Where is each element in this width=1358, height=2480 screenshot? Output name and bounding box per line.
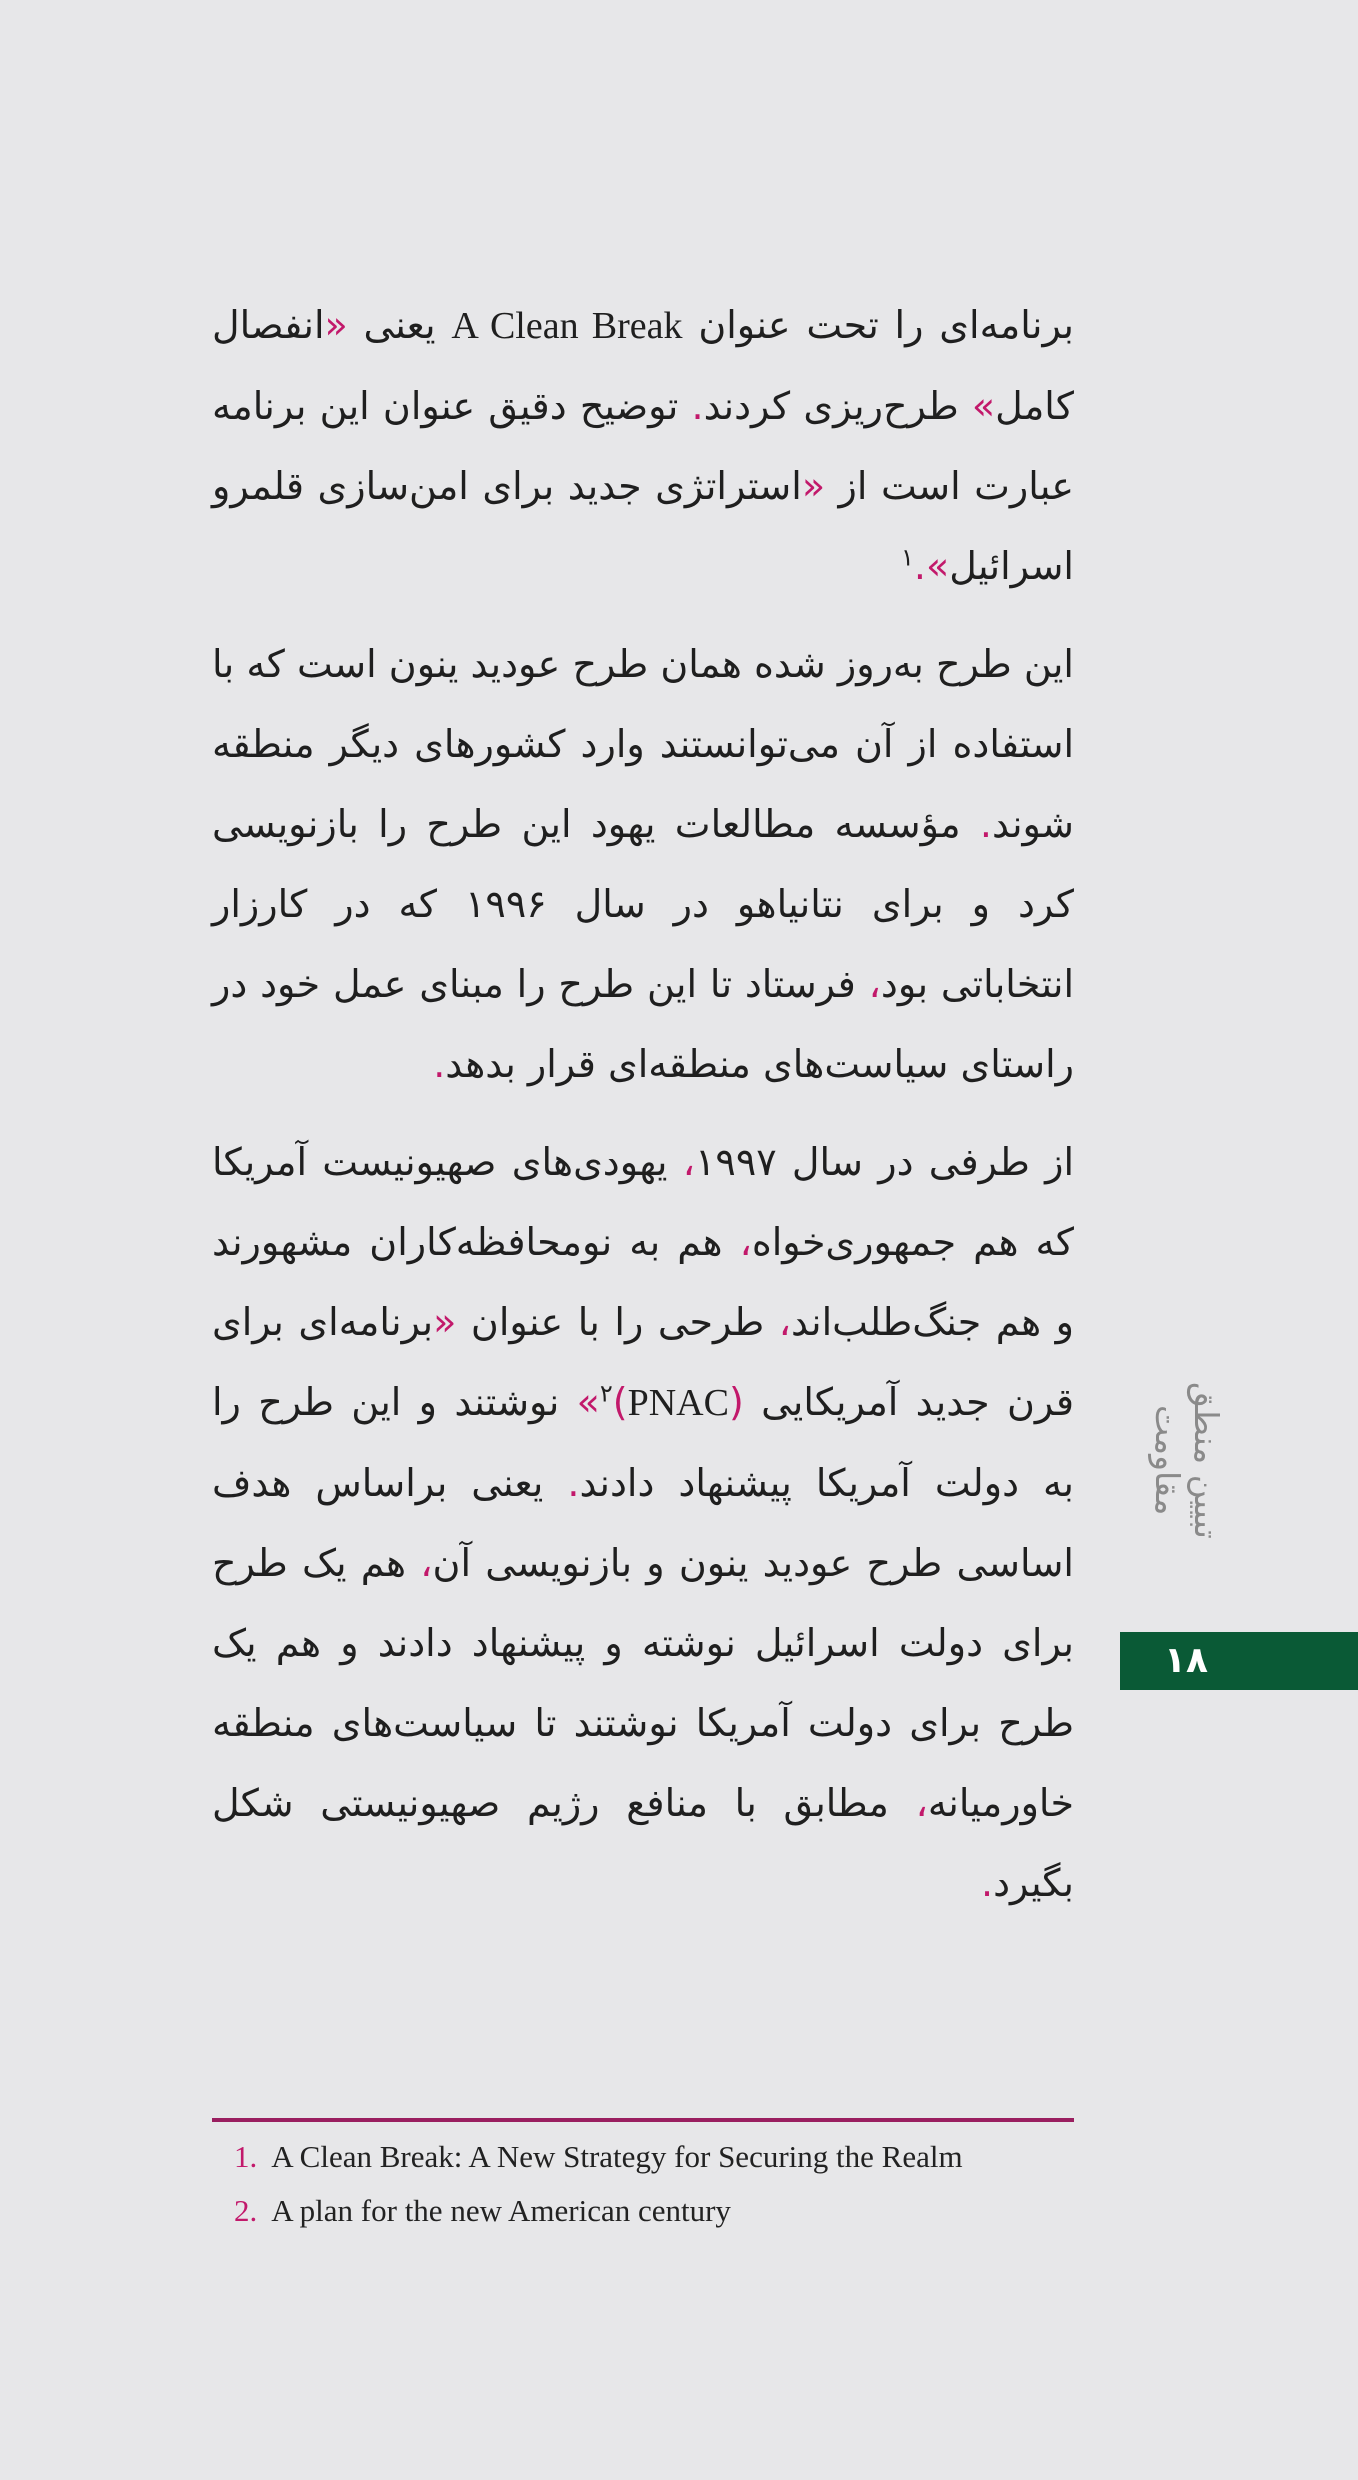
- text-run: برنامه‌ای را تحت عنوان: [682, 303, 1074, 347]
- text-run: ،: [868, 962, 881, 1006]
- footnotes: [234, 2130, 1074, 2238]
- text-run: انفصال کامل: [212, 303, 1074, 428]
- paragraph-1: [212, 285, 1074, 606]
- footnote-divider: [212, 2118, 1074, 2122]
- paragraph-2: [212, 624, 1074, 1104]
- footnote-ref: ۲: [599, 1379, 613, 1408]
- text-run: ،: [739, 1220, 752, 1264]
- text-run: .: [979, 802, 992, 846]
- text-run: توضیح دقیق عنوان این برنامه عبارت است از: [212, 384, 1074, 508]
- text-run: ،: [682, 1140, 695, 1184]
- text-run: »: [971, 384, 996, 428]
- text-run: طرحی را با عنوان: [456, 1300, 779, 1344]
- page-number-box: [1120, 1632, 1358, 1690]
- footnote-ref: ۱: [901, 543, 914, 572]
- footnote-number: 2.: [234, 2193, 258, 2228]
- text-run: ،: [915, 1781, 928, 1825]
- text-run: هم یک طرح برای دولت اسرائیل نوشته و پیشنهاد دادند و هم یک طرح برای دولت آمریکا نوشتند تا سیاست‌های منطقه خاورمیانه: [212, 1541, 1074, 1825]
- text-run: یعنی: [347, 303, 452, 347]
- footnote-text: A Clean Break: A New Strategy for Securing the Realm: [271, 2139, 963, 2174]
- main-text: [212, 285, 1074, 1941]
- text-run: ): [612, 1380, 628, 1424]
- text-run: PNAC: [627, 1382, 729, 1424]
- footnote-2: [234, 2184, 1074, 2238]
- text-run: ،: [778, 1300, 792, 1344]
- text-run: ».: [913, 544, 950, 588]
- text-run: «: [324, 303, 348, 347]
- text-run: (: [728, 1380, 744, 1424]
- text-run: برنامه‌ای برای قرن جدید آمریکایی: [212, 1300, 1074, 1424]
- footnote-number: 1.: [234, 2139, 258, 2174]
- text-run: »: [576, 1380, 600, 1424]
- text-run: استراتژی جدید برای امن‌سازی قلمرو اسرائیل: [212, 464, 1074, 588]
- text-run: .: [433, 1042, 446, 1086]
- text-run: این طرح به‌روز شده همان طرح عودید ینون است که با استفاده از آن می‌توانستند وارد کشورهای دیگر منطقه شوند: [212, 642, 1074, 846]
- text-run: هم به نومحافظه‌کاران مشهورند و هم جنگ‌طلب‌اند: [212, 1220, 1074, 1344]
- text-run: مؤسسه مطالعات یهود این طرح را بازنویسی کرد و برای نتانیاهو در سال ۱۹۹۶ که در کارزار انتخاباتی بود: [212, 802, 1074, 1006]
- footnote-text: A plan for the new American century: [271, 2193, 731, 2228]
- text-run: .: [567, 1461, 580, 1505]
- text-run: مطابق با منافع رژیم صهیونیستی شکل بگیرد: [212, 1781, 1074, 1905]
- text-run: ،: [420, 1541, 433, 1585]
- text-run: «: [801, 464, 826, 508]
- running-title: تبیین منطق مقاومت: [1148, 1381, 1226, 1539]
- paragraph-3: [212, 1122, 1074, 1923]
- text-run: یعنی براساس هدف اساسی طرح عودید ینون و بازنویسی آن: [212, 1461, 1074, 1585]
- text-run: طرح‌ریزی کردند: [703, 384, 972, 428]
- text-run: .: [980, 1861, 994, 1905]
- page-number: ۱۸: [1164, 1640, 1208, 1681]
- text-run: نوشتند و این طرح را به دولت آمریکا پیشنهاد دادند: [212, 1380, 1074, 1505]
- text-run: .: [691, 384, 704, 428]
- text-run: یهودی‌های صهیونیست آمریکا که هم جمهوری‌خواه: [212, 1140, 1074, 1264]
- footnote-1: [234, 2130, 1074, 2184]
- text-run: «: [433, 1300, 457, 1344]
- text-run: فرستاد تا این طرح را مبنای عمل خود در راستای سیاست‌های منطقه‌ای قرار بدهد: [212, 962, 1074, 1086]
- text-run: از طرفی در سال ۱۹۹۷: [695, 1140, 1074, 1184]
- text-run: A Clean Break: [451, 305, 683, 347]
